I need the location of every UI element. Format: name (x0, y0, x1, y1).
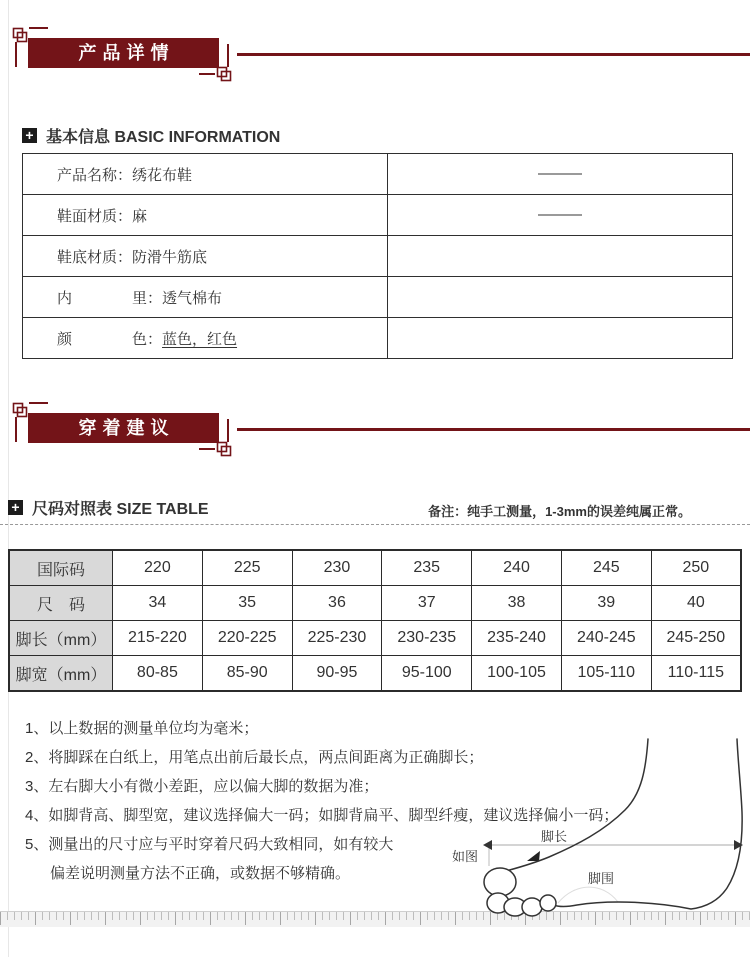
basic-info-table (22, 153, 733, 359)
chinese-knot-icon (215, 440, 233, 458)
size-table-cell: 220 (113, 550, 203, 586)
basic-info-heading (22, 126, 280, 144)
banner-title-box (28, 413, 219, 443)
decor-line (237, 428, 750, 431)
row-label: 内 里：透气棉布 (57, 289, 223, 307)
size-table-cell: 100-105 (472, 656, 562, 692)
size-table-cell: 105-110 (561, 656, 651, 692)
foot-length-label: 脚长 (541, 829, 568, 844)
note-line: 1、以上数据的测量单位均为毫米； (25, 720, 259, 737)
size-table-heading (8, 498, 209, 516)
table-row (23, 154, 732, 195)
size-table-cell: 110-115 (651, 656, 741, 692)
size-table-row (9, 550, 741, 586)
size-table-title: 尺码对照表 SIZE TABLE (32, 500, 209, 518)
size-table-cell: 230-235 (382, 621, 472, 656)
decor-line (199, 73, 215, 75)
size-table-cell: 225-230 (292, 621, 382, 656)
row-label: 产品名称：绣花布鞋 (57, 166, 193, 184)
size-table-cell: 215-220 (113, 621, 203, 656)
banner-title-box (28, 38, 219, 68)
as-shown-label: 如图 (452, 849, 479, 864)
banner-title: 产品详情 (78, 43, 175, 63)
size-table-cell: 35 (202, 586, 292, 621)
size-table-header-cell: 尺 码 (9, 586, 113, 621)
size-table-cell: 38 (472, 586, 562, 621)
size-table-row (9, 586, 741, 621)
decor-line (15, 42, 17, 67)
decor-line (227, 419, 229, 442)
note-line: 3、左右脚大小有微小差距，应以偏大脚的数据为准； (25, 778, 379, 795)
foot-diagram (440, 738, 750, 930)
table-row (23, 236, 732, 277)
table-row (23, 277, 732, 318)
size-table-cell: 240 (472, 550, 562, 586)
empty-value-dash (538, 173, 582, 175)
table-row (23, 195, 732, 236)
size-table-cell: 240-245 (561, 621, 651, 656)
empty-value-dash (538, 214, 582, 216)
note-line: 2、将脚踩在白纸上，用笔点出前后最长点，两点间距离为正确脚长； (25, 749, 484, 766)
size-table-cell: 36 (292, 586, 382, 621)
banner-wearing-advice (0, 401, 750, 463)
decor-line (29, 402, 48, 404)
size-table-cell: 85-90 (202, 656, 292, 692)
table-row (23, 318, 732, 358)
size-table-header-cell: 脚宽（mm） (9, 656, 113, 692)
plus-icon: + (22, 128, 37, 143)
chinese-knot-icon (11, 401, 29, 419)
size-table-row (9, 656, 741, 692)
note-line: 偏差说明测量方法不正确，或数据不够精确。 (50, 865, 351, 882)
decor-line (29, 27, 48, 29)
size-table-cell: 235-240 (472, 621, 562, 656)
banner-product-details (0, 26, 750, 88)
row-label: 鞋底材质：防滑牛筋底 (57, 248, 208, 266)
note-line: 5、测量出的尺寸应与平时穿着尺码大致相同，如有较大 (25, 836, 394, 853)
size-table-cell: 39 (561, 586, 651, 621)
size-table-cell: 80-85 (113, 656, 203, 692)
size-table-header-cell: 脚长（mm） (9, 621, 113, 656)
measurement-disclaimer: 备注：纯手工测量，1-3mm的误差纯属正常。 (428, 504, 691, 519)
size-table-row (9, 621, 741, 656)
decor-line (237, 53, 750, 56)
size-table-cell: 245 (561, 550, 651, 586)
size-table-cell: 250 (651, 550, 741, 586)
size-table-cell: 235 (382, 550, 472, 586)
size-table-cell: 95-100 (382, 656, 472, 692)
dashed-divider (0, 524, 750, 525)
row-label: 鞋面材质：麻 (57, 207, 148, 225)
decor-line (15, 417, 17, 442)
size-table-cell: 90-95 (292, 656, 382, 692)
size-table-cell: 37 (382, 586, 472, 621)
size-table-cell: 245-250 (651, 621, 741, 656)
size-table-cell: 230 (292, 550, 382, 586)
chinese-knot-icon (11, 26, 29, 44)
size-table-cell: 34 (113, 586, 203, 621)
size-table-cell: 220-225 (202, 621, 292, 656)
size-table-cell: 40 (651, 586, 741, 621)
note-line: 4、如脚背高、脚型宽，建议选择偏大一码；如脚背扁平、脚型纤瘦，建议选择偏小一码； (25, 807, 619, 824)
color-value: 蓝色，红色 (162, 330, 238, 348)
size-table (8, 549, 742, 692)
basic-info-title: 基本信息 BASIC INFORMATION (46, 128, 281, 146)
banner-title: 穿着建议 (78, 418, 175, 438)
decor-line (227, 44, 229, 67)
size-table-cell: 225 (202, 550, 292, 586)
row-label: 颜 色： (57, 330, 163, 348)
plus-icon: + (8, 500, 23, 515)
size-table-header-cell: 国际码 (9, 550, 113, 586)
chinese-knot-icon (215, 65, 233, 83)
foot-girth-label: 脚围 (588, 871, 615, 886)
decor-line (199, 448, 215, 450)
page-left-border (8, 0, 9, 957)
